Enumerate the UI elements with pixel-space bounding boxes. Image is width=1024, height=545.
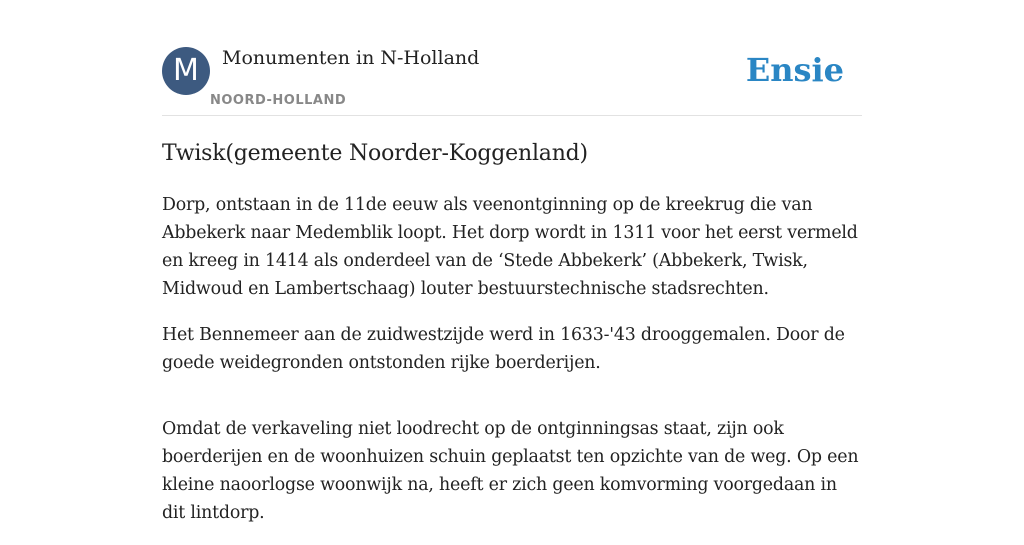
collection-title[interactable]: Monumenten in N-Holland — [222, 47, 480, 69]
article-paragraph: Dorp, ontstaan in de 11de eeuw als veenontginning op de kreekrug die van Abbekerk naar Medemblik loopt. Het dorp wordt in 1311 voor het eerst vermeld en kreeg in 1414 als onderdeel van de ‘Stede Abbekerk’ (Abbekerk, Twisk, Midwoud en Lambertschaag) louter bestuurstechnische stadsrechten. — [162, 195, 858, 299]
brand-logo[interactable]: Ensie — [745, 51, 844, 89]
header — [162, 46, 862, 116]
article — [162, 138, 862, 545]
avatar[interactable]: M — [162, 47, 210, 95]
article-paragraph: Omdat de verkaveling niet loodrecht op de ontginningsas staat, zijn ook boerderijen en de woonhuizen schuin geplaatst ten opzichte van de weg. Op een kleine naoorlogse woonwijk na, heeft er zich geen komvorming voorgedaan in dit lintdorp. — [162, 419, 859, 523]
divider — [162, 115, 862, 116]
article-title: Twisk(gemeente Noorder-Koggenland) — [162, 141, 588, 166]
collection-subtitle[interactable]: NOORD-HOLLAND — [210, 93, 347, 108]
article-paragraph: Het Bennemeer aan de zuidwestzijde werd in 1633-'43 drooggemalen. Door de goede weidegronden ontstonden rijke boerderijen. — [162, 325, 845, 373]
